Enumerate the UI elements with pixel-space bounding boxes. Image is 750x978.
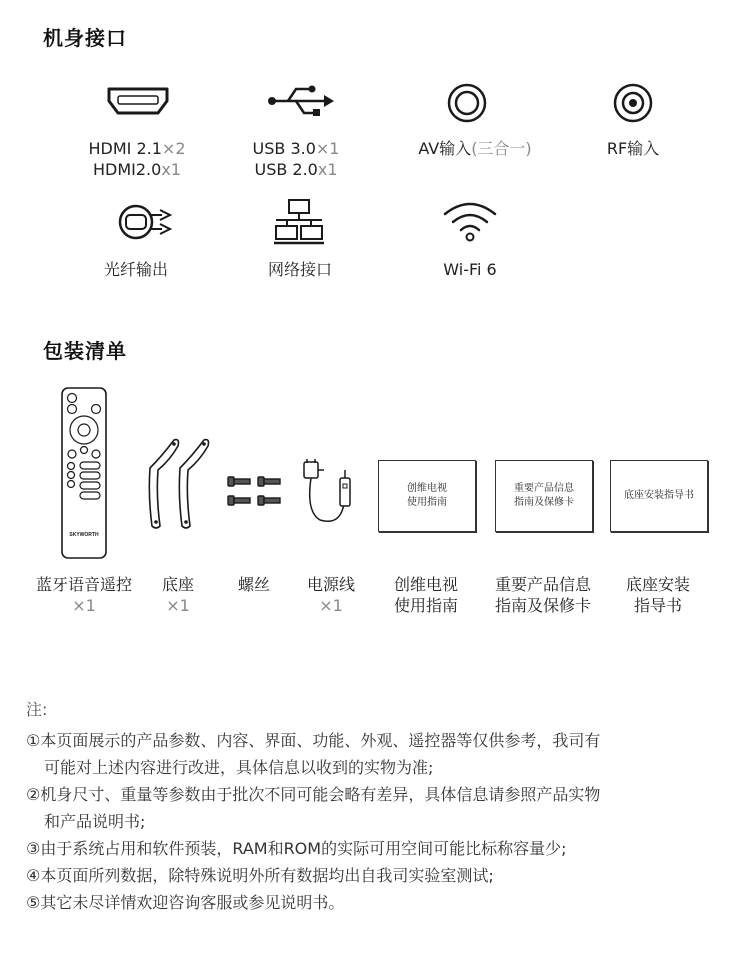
- usb-icon: [266, 83, 336, 119]
- package-section-title: 包装清单: [43, 339, 127, 363]
- hdmi-port-label: HDMI 2.1×2 HDMI2.0x1: [88, 139, 186, 179]
- user-guide-booklet: [378, 460, 476, 532]
- package-item-qty: ×1: [166, 596, 190, 615]
- notes-list: [26, 727, 731, 916]
- warranty-card-booklet-text: 重要产品信息 指南及保修卡: [514, 483, 574, 508]
- package-item-stand-guide: 底座安装 指导书: [625, 575, 690, 615]
- package-item-name: 底座: [161, 575, 194, 594]
- remote-control-icon: [60, 386, 108, 560]
- av-input-label: AV输入(三合一): [418, 139, 532, 158]
- screws-icon: [226, 473, 286, 509]
- wifi-icon: [441, 200, 499, 242]
- note-line: ③由于系统占用和软件预装，RAM和ROM的实际可用空间可能比标称容量少;: [26, 839, 567, 858]
- hdmi-port-icon: [106, 86, 170, 116]
- warranty-card-booklet: [495, 460, 593, 532]
- package-item-name: 蓝牙语音遥控: [35, 575, 132, 594]
- package-item-stand: [145, 574, 211, 616]
- stand-install-booklet-text: 底座安装指导书: [624, 490, 694, 501]
- stand-install-booklet: [610, 460, 708, 532]
- wifi-label: Wi-Fi 6: [443, 260, 497, 279]
- av-input-icon: [446, 82, 488, 124]
- user-guide-booklet-text: 创维电视 使用指南: [407, 483, 447, 508]
- optical-output-icon: [116, 202, 176, 242]
- package-item-screws: [222, 574, 286, 595]
- package-item-qty: ×1: [319, 596, 343, 615]
- note-line: ①本页面展示的产品参数、内容、界面、功能、外观、遥控器等仅供参考，我司有: [26, 731, 601, 750]
- note-line: 可能对上述内容进行改进，具体信息以收到的实物为准;: [44, 758, 434, 777]
- package-item-name: 螺丝: [237, 575, 270, 594]
- package-item-qty: ×1: [72, 596, 96, 615]
- notes-heading: 注:: [26, 700, 48, 719]
- network-port-icon: [272, 198, 326, 246]
- rf-input-icon: [612, 82, 654, 124]
- power-cable-icon: [300, 456, 360, 530]
- package-item-warranty: 重要产品信息 指南及保修卡: [494, 575, 591, 615]
- remote-brand-logo: SKYWORTH: [69, 532, 99, 538]
- package-item-remote: [24, 574, 144, 616]
- ports-section-title: 机身接口: [43, 26, 127, 50]
- note-line: ⑤其它未尽详情欢迎咨询客服或参见说明书。: [26, 893, 345, 912]
- usb-port-label: USB 3.0×1 USB 2.0x1: [252, 139, 340, 179]
- package-item-name: 电源线: [306, 575, 355, 594]
- stand-legs-icon: [146, 436, 216, 532]
- note-line: 和产品说明书;: [44, 812, 146, 831]
- rf-input-label: RF输入: [606, 139, 660, 158]
- note-line: ②机身尺寸、重量等参数由于批次不同可能会略有差异，具体信息请参照产品实物: [26, 785, 601, 804]
- note-line: ④本页面所列数据，除特殊说明外所有数据均出自我司实验室测试;: [26, 866, 494, 885]
- optical-output-label: 光纤输出: [103, 260, 168, 279]
- network-port-label: 网络接口: [267, 260, 332, 279]
- package-item-power-cable: [296, 574, 366, 616]
- package-item-user-guide: 创维电视 使用指南: [393, 575, 458, 615]
